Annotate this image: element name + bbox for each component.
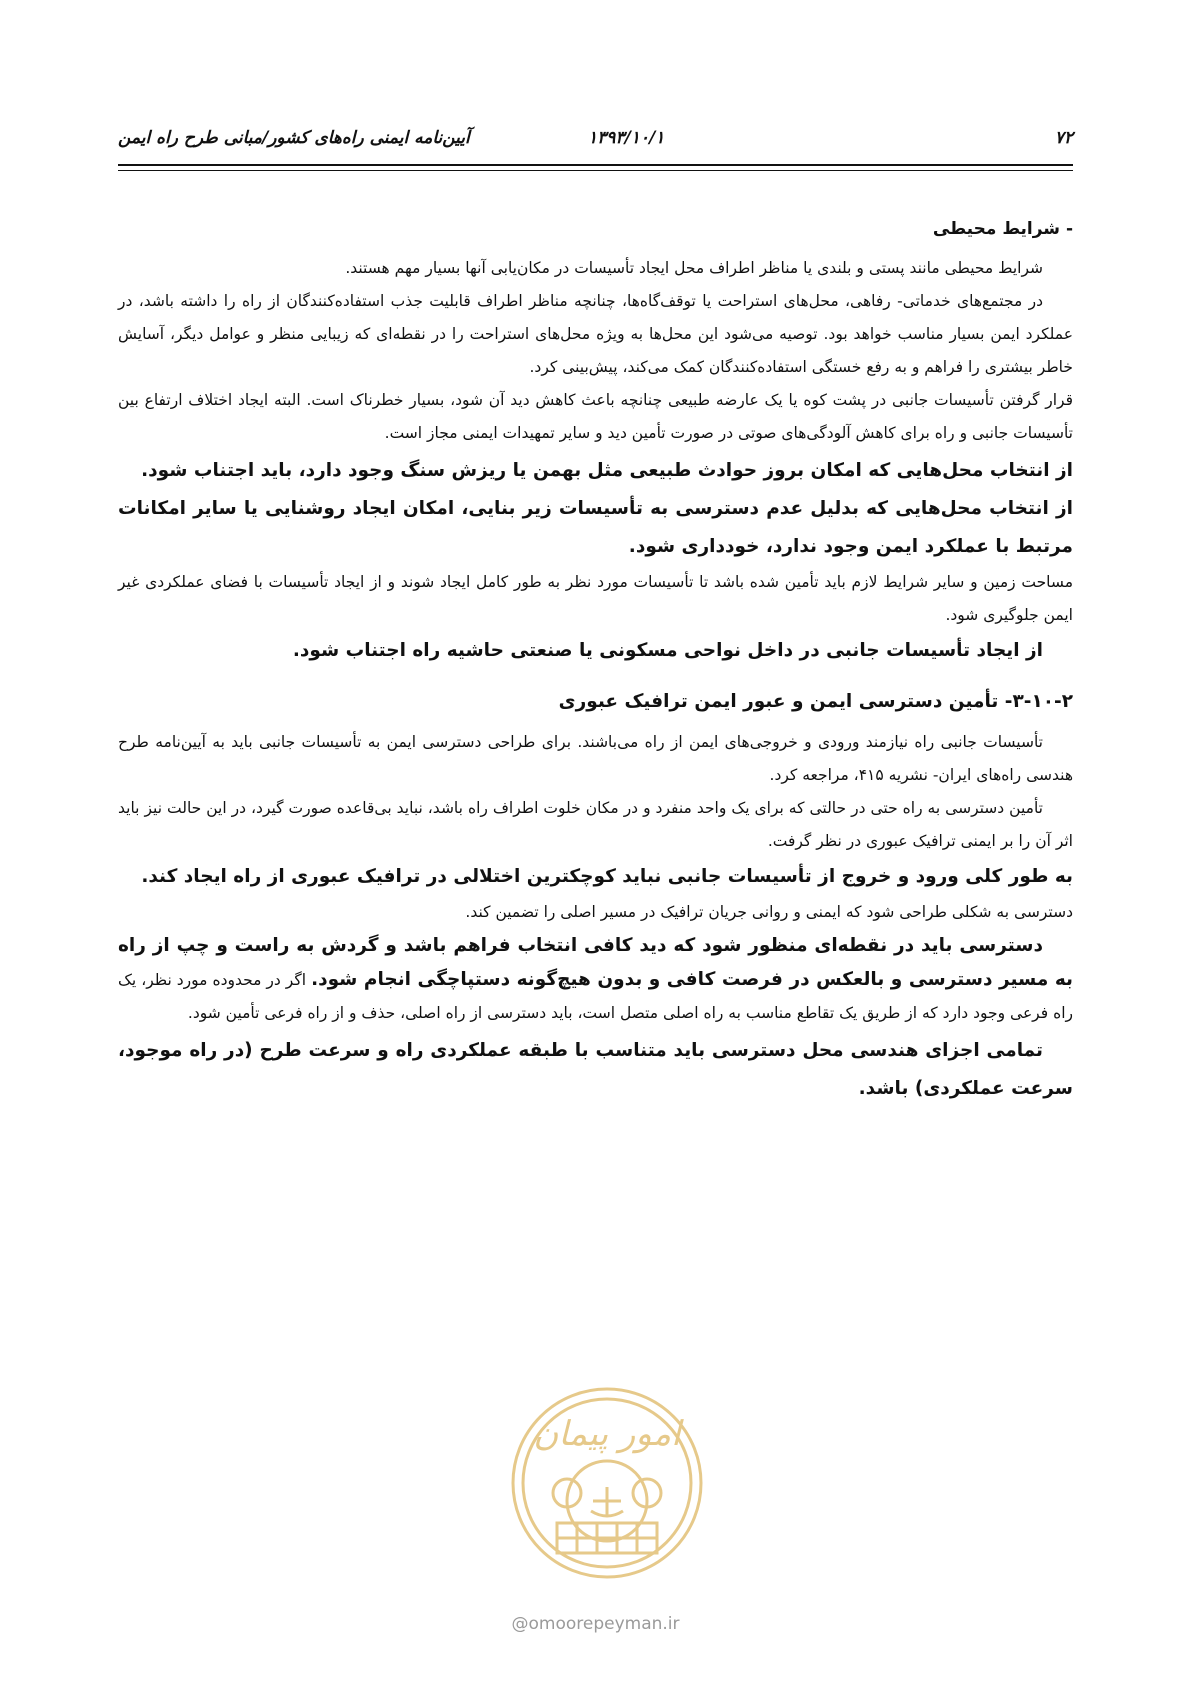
paragraph: تأسیسات جانبی راه نیازمند ورودی و خروجی‌های ایمن از راه می‌باشند. برای طراحی دسترسی ایمن به تأسیسات جانبی باید به آیین‌نامه طرح هندسی راه‌های ایران- نشریه ۴۱۵، مراجعه کرد.	[118, 733, 1073, 784]
page-body	[118, 214, 1073, 1108]
header-rule-thin	[118, 170, 1073, 171]
bold-requirement: به طور کلی ورود و خروج از تأسیسات جانبی نباید کوچکترین اختلالی در ترافیک عبوری از راه ایجاد کند.	[141, 866, 1073, 887]
paragraph-tail: اگر در محدوده مورد نظر، یک راه فرعی وجود دارد که از طریق یک تقاطع مناسب به راه اصلی متصل است، باید دسترسی از راه اصلی، حذف و از راه فرعی تأمین شود.	[118, 971, 1073, 1022]
paragraph: مساحت زمین و سایر شرایط لازم باید تأمین شده باشد تا تأسیسات مورد نظر به طور کامل ایجاد شوند و از ایجاد تأسیسات با فضای عملکردی غیر ایمن جلوگیری شود.	[118, 573, 1073, 624]
header-rule-thick	[118, 164, 1073, 166]
bold-requirement: از ایجاد تأسیسات جانبی در داخل نواحی مسکونی یا صنعتی حاشیه راه اجتناب شود.	[292, 640, 1043, 661]
section-heading: ۳-۱۰-۲- تأمین دسترسی ایمن و عبور ایمن ترافیک عبوری	[558, 691, 1073, 712]
paragraph: دسترسی به شکلی طراحی شود که ایمنی و روانی جریان ترافیک در مسیر اصلی را تضمین کند.	[465, 903, 1073, 921]
header-title: آیین‌نامه ایمنی راه‌های کشور/مبانی طرح راه ایمن	[118, 128, 470, 148]
bold-requirement: تمامی اجزای هندسی محل دسترسی باید متناسب با طبقه عملکردی راه و سرعت طرح (در راه موجود، سرعت عملکردی) باشد.	[118, 1040, 1073, 1099]
page-number: ۷۲	[1054, 128, 1073, 148]
running-header	[118, 128, 1073, 152]
bold-requirement: از انتخاب محل‌هایی که امکان بروز حوادث طبیعی مثل بهمن یا ریزش سنگ وجود دارد، باید اجتناب شود.	[141, 460, 1073, 481]
subheading: - شرایط محیطی	[932, 219, 1073, 239]
paragraph-mixed	[118, 929, 1073, 1030]
paragraph: در مجتمع‌های خدماتی- رفاهی، محل‌های استراحت یا توقف‌گاه‌ها، چنانچه مناظر اطراف قابلیت جذب استفاده‌کنندگان از راه را داشته باشد، در عملکرد ایمن بسیار مناسب خواهد بود. توصیه می‌شود این محل‌ها به ویژه محل‌های استراحت را در نقطه‌ای که زیبایی منظر و عوامل دیگر، آسایش خاطر بیشتری را فراهم و به رفع خستگی استفاده‌کنندگان کمک می‌کند، پیش‌بینی کرد.	[118, 292, 1073, 376]
bold-requirement: از انتخاب محل‌هایی که بدلیل عدم دسترسی به تأسیسات زیر بنایی، امکان ایجاد روشنایی یا سایر امکانات مرتبط با عملکرد ایمن وجود ندارد، خودداری شود.	[118, 498, 1073, 557]
header-date: ۱۳۹۳/۱۰/۱	[588, 128, 665, 148]
publisher-seal-icon	[507, 1383, 707, 1583]
bold-inline: دسترسی باید در نقطه‌ای منظور شود که دید کافی انتخاب فراهم باشد و گردش به راست و چپ از راه به مسیر دسترسی و بالعکس در فرصت کافی و بدون هیچ‌گونه دستپاچگی انجام شود.	[118, 935, 1074, 990]
watermark-url: @omoorepeyman.ir	[511, 1614, 680, 1634]
paragraph: تأمین دسترسی به راه حتی در حالتی که برای یک واحد منفرد و در مکان خلوت اطراف راه باشد، نباید بی‌قاعده صورت گیرد، در این حالت نیز باید اثر آن را بر ایمنی ترافیک عبوری در نظر گرفت.	[118, 799, 1073, 850]
seal-text: امور پیمان	[533, 1414, 681, 1454]
paragraph: قرار گرفتن تأسیسات جانبی در پشت کوه یا یک عارضه طبیعی چنانچه باعث کاهش دید آن شود، بسیار خطرناک است. البته ایجاد اختلاف ارتفاع بین تأسیسات جانبی و راه برای کاهش آلودگی‌های صوتی در صورت تأمین دید و سایر تمهیدات ایمنی مجاز است.	[118, 391, 1073, 442]
paragraph: شرایط محیطی مانند پستی و بلندی یا مناظر اطراف محل ایجاد تأسیسات در مکان‌یابی آنها بسیار مهم هستند.	[345, 259, 1043, 277]
